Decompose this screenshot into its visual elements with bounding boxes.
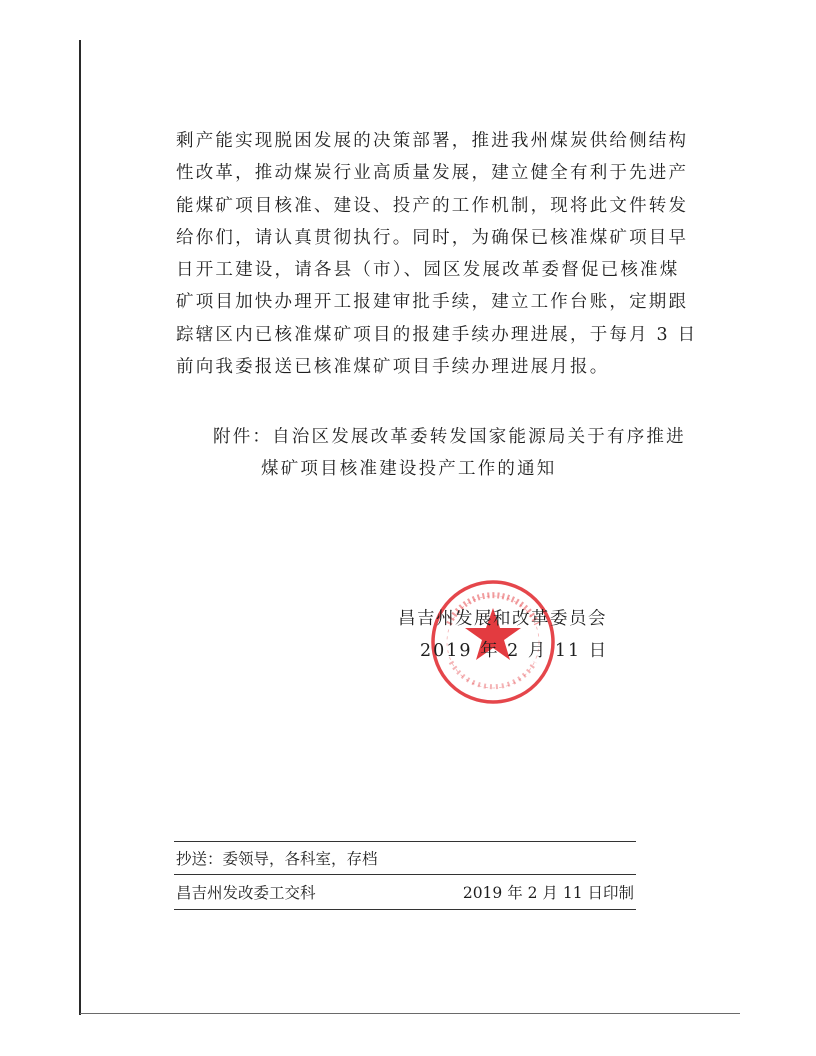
attachment-note <box>213 421 686 486</box>
body-line: 能煤矿项目核准、建设、投产的工作机制，现将此文件转发 <box>176 195 689 216</box>
attachment-line: 煤矿项目核准建设投产工作的通知 <box>261 459 557 480</box>
body-paragraph <box>176 125 698 383</box>
signature-block <box>398 603 638 667</box>
body-line: 给你们，请认真贯彻执行。同时，为确保已核准煤矿项目早 <box>176 227 689 248</box>
body-line: 踪辖区内已核准煤矿项目的报建手续办理进展，于每月 3 日 <box>176 324 698 345</box>
body-line: 矿项目加快办理开工报建审批手续，建立工作台账，定期跟 <box>176 292 689 313</box>
attachment-line: 附件：自治区发展改革委转发国家能源局关于有序推进 <box>213 427 686 447</box>
footer-rule-middle <box>174 874 636 875</box>
body-line: 剩产能实现脱困发展的决策部署，推进我州煤炭供给侧结构 <box>176 131 689 151</box>
body-line: 性改革，推动煤炭行业高质量发展，建立健全有利于先进产 <box>176 163 689 184</box>
body-line: 前向我委报送已核准煤矿项目手续办理进展月报。 <box>176 357 610 378</box>
issuing-office: 昌吉州发改委工交科 <box>176 884 316 902</box>
cc-line <box>176 846 636 872</box>
body-line: 日开工建设，请各县（市）、园区发展改革委督促已核准煤 <box>176 260 680 281</box>
footer-rule-top <box>174 841 636 842</box>
scan-bottom-edge <box>80 1013 740 1014</box>
footer-rule-bottom <box>174 909 636 910</box>
signature-date: 2019 年 2 月 11 日 <box>420 641 609 661</box>
cc-text: 抄送：委领导，各科室，存档 <box>176 850 378 868</box>
print-date: 2019 年 2 月 11 日印制 <box>462 884 634 902</box>
issuing-line <box>176 880 636 906</box>
issuer-name: 昌吉州发展和改革委员会 <box>398 609 607 629</box>
scan-left-edge <box>79 40 81 1015</box>
